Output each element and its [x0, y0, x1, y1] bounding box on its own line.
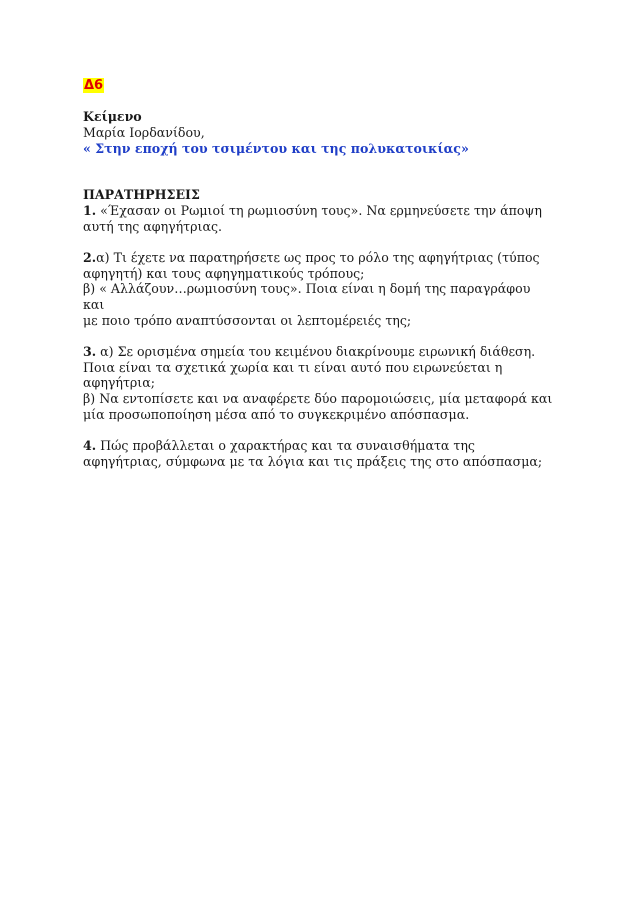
text-label: Κείμενο: [83, 109, 142, 124]
question-3: [83, 344, 553, 423]
document-content: [83, 77, 553, 469]
question-text: μία προσωποποίηση μέσα από το συγκεκριμένο απόσπασμα.: [83, 406, 470, 422]
notes-heading: ΠΑΡΑΤΗΡΗΣΕΙΣ: [83, 187, 200, 203]
text-title-link[interactable]: Στην εποχή του τσιμέντου και της πολυκατοικίας: [95, 140, 461, 156]
question-text: αυτή της αφηγήτριας.: [83, 218, 223, 234]
question-2: [83, 250, 553, 329]
question-text: Πώς προβάλλεται ο χαρακτήρας και τα συναισθήματα της: [96, 437, 475, 453]
question-text: Ποια είναι τα σχετικά χωρία και τι είναι αυτό που ειρωνεύεται η: [83, 359, 503, 375]
author-line: Μαρία Ιορδανίδου,: [83, 124, 205, 140]
question-text: «Έχασαν οι Ρωμιοί τη ρωμιοσύνη τους». Να ερμηνεύσετε την άποψη: [96, 203, 542, 219]
question-text: α) Τι έχετε να παρατηρήσετε ως προς το ρόλο της αφηγήτριας (τύπος: [96, 249, 540, 265]
title-open-quote: «: [83, 140, 96, 156]
question-number: 2.: [83, 249, 97, 265]
question-text: αφηγήτριας, σύμφωνα με τα λόγια και τις πράξεις της στο απόσπασμα;: [83, 453, 543, 469]
question-text: β) « Αλλάζουν…ρωμιοσύνη τους». Ποια είναι η δομή της παραγράφου και: [83, 281, 531, 313]
question-text: β) Να εντοπίσετε και να αναφέρετε δύο παρομοιώσεις, μία μεταφορά και: [83, 391, 553, 407]
question-1: [83, 203, 553, 235]
question-number: 1.: [83, 203, 97, 219]
question-text: με ποιο τρόπο αναπτύσσονται οι λεπτομέρειές της;: [83, 312, 412, 328]
question-text: α) Σε ορισμένα σημεία του κειμένου διακρίνουμε ειρωνική διάθεση.: [96, 343, 536, 359]
title-close-quote: »: [460, 140, 469, 156]
question-4: [83, 438, 553, 470]
section-tag: Δ6: [84, 78, 104, 93]
question-number: 4.: [83, 437, 97, 453]
text-title-line: [83, 141, 553, 157]
question-text: αφηγήτρια;: [83, 375, 155, 391]
question-number: 3.: [83, 343, 97, 359]
question-text: αφηγητή) και τους αφηγηματικούς τρόπους;: [83, 265, 365, 281]
